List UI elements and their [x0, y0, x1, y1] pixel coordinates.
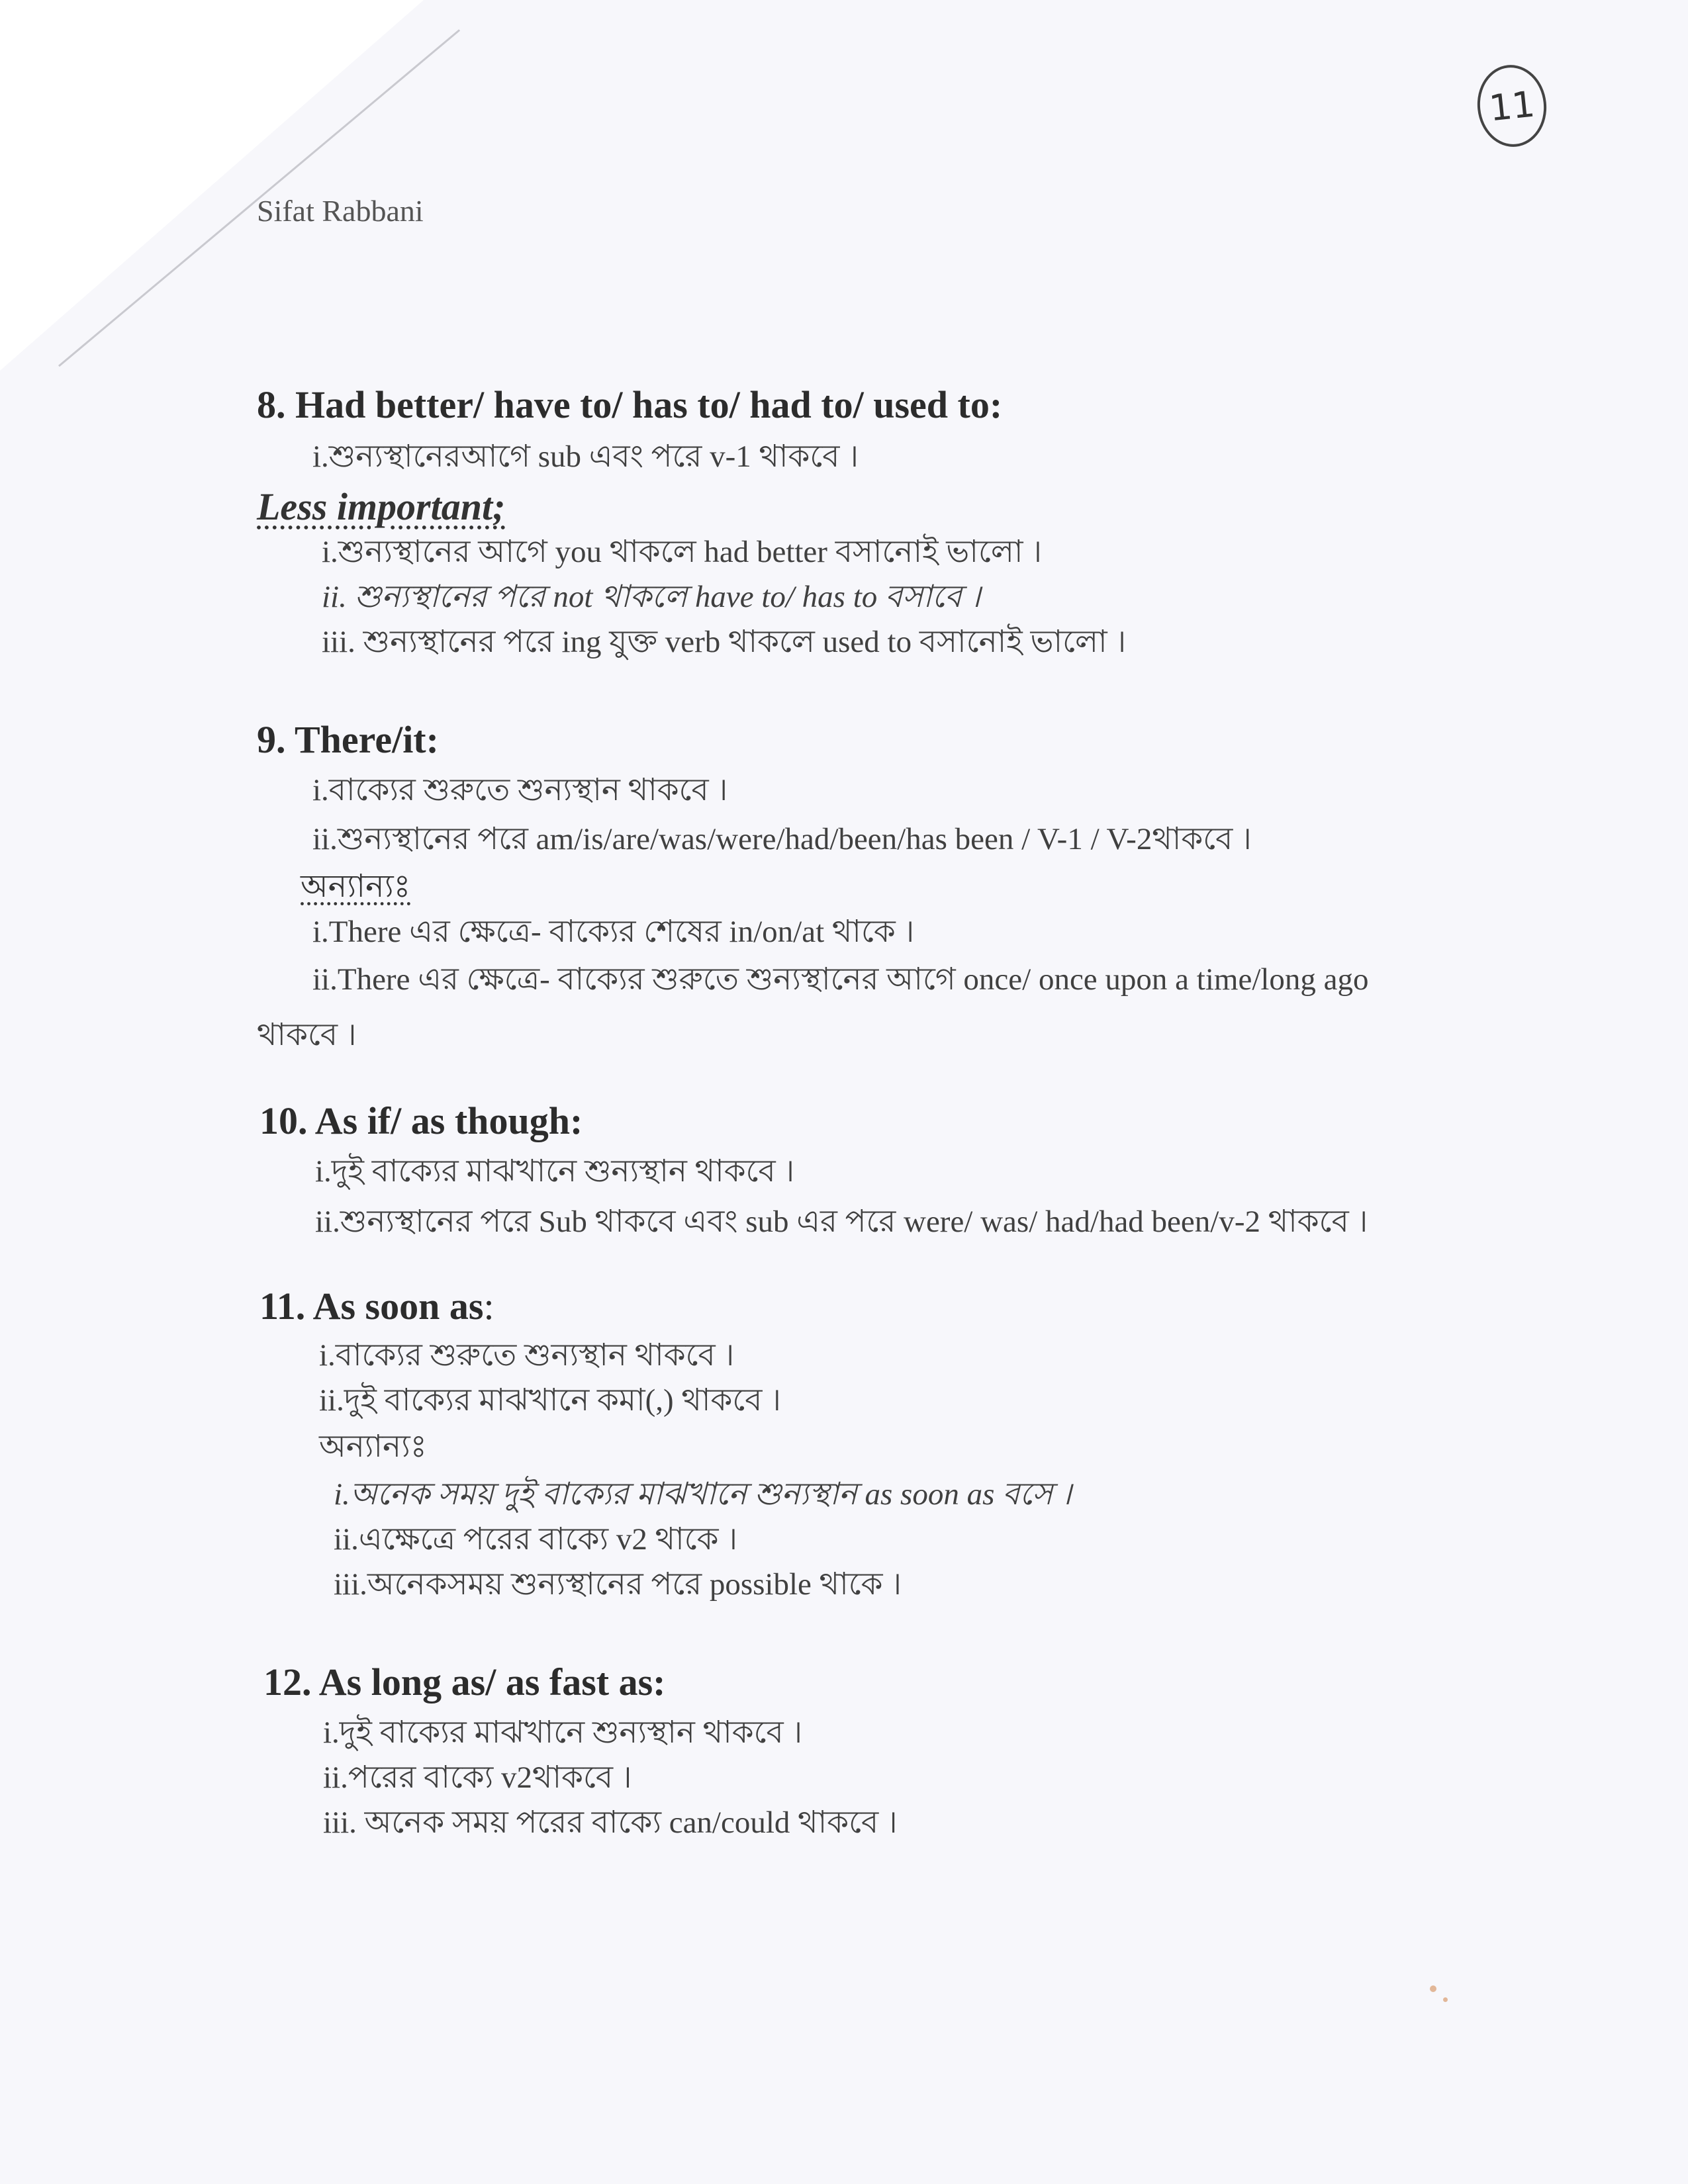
folded-corner: [0, 0, 424, 371]
paper-stain: [1443, 1997, 1448, 2002]
section-8-heading: 8. Had better/ have to/ has to/ had to/ used to:: [257, 383, 1003, 426]
others-subheading: অন্যান্যঃ: [319, 1430, 427, 1464]
page-number: 11: [1474, 62, 1550, 150]
less-important-block: [257, 484, 505, 529]
section-12-lines: [323, 1710, 898, 1845]
rule-line: i.অনেক সময় দুই বাক্যের মাঝখানে শুন্যস্থান as soon as বসে ।: [334, 1477, 1072, 1512]
section-9: [257, 717, 439, 770]
section-11-lines: [319, 1333, 1072, 1607]
rule-line-continued: থাকবে ।: [257, 1018, 357, 1052]
rule-line: iii.অনেকসময় শুন্যস্থানের পরে possible থাকে ।: [334, 1567, 902, 1602]
paper-stain: [1430, 1985, 1436, 1992]
rule-line: i.শুন্যস্থানেরআগে sub এবং পরে v-1 থাকবে ।: [312, 439, 859, 474]
rule-line: iii. অনেক সময় পরের বাক্যে can/could থাকবে ।: [323, 1805, 898, 1840]
rule-line: i.বাক্যের শুরুতে শুন্যস্থান থাকবে ।: [319, 1338, 735, 1373]
section-9-lines: [301, 768, 1369, 1002]
rule-line: i.শুন্যস্থানের আগে you থাকলে had better বসানোই ভালো ।: [322, 535, 1043, 569]
section-8-less-lines: [322, 529, 1126, 664]
section-12: [263, 1660, 665, 1712]
section-10: [259, 1099, 583, 1151]
rule-line: i.দুই বাক্যের মাঝখানে শুন্যস্থান থাকবে ।: [323, 1715, 803, 1750]
section-8-rule-1: [312, 434, 859, 479]
section-8: [257, 383, 1002, 435]
rule-line: i.There এর ক্ষেত্রে- বাক্যের শেষের in/on/at থাকে ।: [312, 915, 915, 949]
section-12-heading: 12. As long as/ as fast as:: [263, 1661, 666, 1704]
section-10-lines: [315, 1149, 1368, 1244]
section-9-heading: 9. There/it:: [257, 718, 439, 761]
rule-line: ii.এক্ষেত্রে পরের বাক্যে v2 থাকে ।: [334, 1522, 738, 1557]
section-10-heading: 10. As if/ as though:: [259, 1099, 583, 1142]
section-11-heading: [259, 1284, 494, 1328]
section-9-wrap: [257, 1013, 357, 1058]
section-11-heading-text: 11. As soon as: [259, 1285, 484, 1328]
section-11-heading-colon: :: [483, 1285, 494, 1328]
less-important-heading: Less important;: [257, 485, 506, 528]
rule-line: ii.দুই বাক্যের মাঝখানে কমা(,) থাকবে ।: [319, 1383, 781, 1418]
rule-line: ii. শুন্যস্থানের পরে not থাকলে have to/ has to বসাবে ।: [322, 580, 981, 614]
section-11: [259, 1284, 494, 1336]
rule-line: ii.পরের বাক্যে v2থাকবে ।: [323, 1760, 632, 1795]
rule-line: ii.There এর ক্ষেত্রে- বাক্যের শুরুতে শুন্যস্থানের আগে once/ once upon a time/long ago: [312, 962, 1369, 997]
others-subheading: অন্যান্যঃ: [301, 869, 411, 904]
rule-line: iii. শুন্যস্থানের পরে ing যুক্ত verb থাকলে used to বসানোই ভালো ।: [322, 625, 1127, 659]
author-name: Sifat Rabbani: [257, 194, 424, 228]
rule-line: ii.শুন্যস্থানের পরে am/is/are/was/were/had/been/has been / V-1 / V-2থাকবে ।: [312, 822, 1252, 856]
rule-line: ii.শুন্যস্থানের পরে Sub থাকবে এবং sub এর পরে were/ was/ had/had been/v-2 থাকবে ।: [315, 1205, 1368, 1239]
rule-line: i.দুই বাক্যের মাঝখানে শুন্যস্থান থাকবে ।: [315, 1154, 795, 1189]
rule-line: i.বাক্যের শুরুতে শুন্যস্থান থাকবে ।: [312, 773, 728, 807]
